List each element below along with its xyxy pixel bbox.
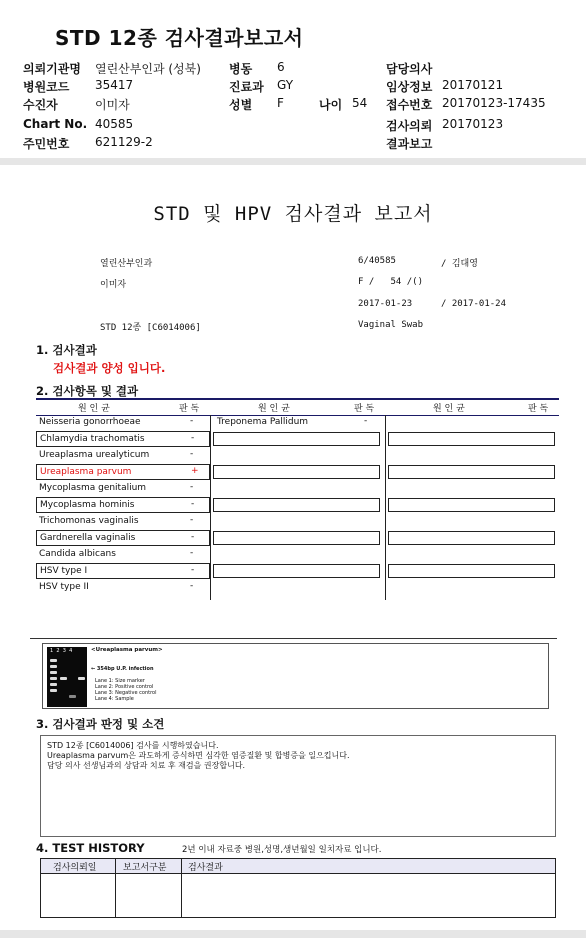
clinic-name: 열린산부인과 [100,259,153,269]
positive-band [60,677,67,680]
sex-age: F / 54 /() [358,277,424,287]
id-value: 621129-2 [95,135,153,149]
patient-value: 이미자 [95,98,130,112]
pathogen-row: Mycoplasma hominis - [36,497,210,513]
page-bottom-separator [0,930,586,938]
col-pathogen-3: 원 인 균 [433,404,465,414]
report-label: 결과보고 [386,137,433,151]
results-table [36,398,559,603]
col-pathogen-2: 원 인 균 [258,404,290,414]
history-col-divider [115,859,116,917]
pathogen-row: Chlamydia trachomatis - [36,431,210,447]
lane-numbers: 1 2 3 4 [50,648,73,654]
sex-label: 성별 [229,98,253,112]
section4-heading: 4. TEST HISTORY [36,841,145,855]
history-table-header [41,859,555,874]
opinion-line: STD 12종 [C6014006] 검사를 시행하였습니다. [47,741,219,750]
gel-arrow-label: ← 354bp U.P. infection [91,666,154,672]
gel-legend-item: Lane 4: Sample [95,696,134,702]
document-title: STD 및 HPV 검사결과 보고서 [153,203,433,225]
patient-name: 이미자 [100,280,127,290]
empty-cell [388,498,555,512]
marker-band [50,665,57,668]
section3-heading: 3. 검사결과 판정 및 소견 [36,717,165,731]
date-reported: / 2017-01-24 [441,299,507,309]
gel-legend-item: Lane 1: Size marker [95,678,145,684]
patient-label: 수진자 [23,98,58,112]
specimen: Vaginal Swab [358,320,424,330]
sex-value: F [277,96,284,110]
empty-cell [388,531,555,545]
chart-value: 40585 [95,117,134,131]
age-label: 나이 [319,98,343,112]
ward-label: 병동 [229,62,253,76]
empty-cell [213,531,380,545]
gel-title: <Ureaplasma parvum> [91,647,163,653]
test-code: STD 12종 [C6014006] [100,323,201,333]
pathogen-row: Gardnerella vaginalis - [36,530,210,546]
id-label: 주민번호 [23,137,70,151]
marker-band [50,659,57,662]
pathogen-row: Mycoplasma genitalium - [39,482,194,493]
pathogen-row-positive: Ureaplasma parvum + [36,464,210,480]
code-value: 35417 [95,78,134,92]
hospital-value: 열린산부인과 (성북) [95,62,201,76]
positive-result: 검사결과 양성 입니다. [53,361,166,375]
gel-legend-item: Lane 3: Negative control [95,690,157,696]
chart-ref: 6/40585 [358,256,396,266]
marker-band [50,683,57,686]
request-header [0,0,586,158]
marker-band [50,677,57,680]
opinion-line: 담당 의사 선생님과의 상담과 치료 후 재검을 권장합니다. [47,761,246,770]
request-value: 20170123 [442,117,504,131]
receipt-label: 접수번호 [386,98,433,112]
empty-cell [388,564,555,578]
results-table-header [36,398,559,416]
page-separator [0,158,586,165]
empty-cell [388,432,555,446]
receipt-value: 20170123-17435 [442,96,546,110]
dept-value: GY [277,78,294,92]
pathogen-row: Trichomonas vaginalis - [39,515,194,526]
section2-heading: 2. 검사항목 및 결과 [36,384,139,398]
empty-cell [213,432,380,446]
pathogen-row: Candida albicans - [39,548,194,559]
history-table [40,858,556,918]
ward-value: 6 [277,60,285,74]
pathogen-row: HSV type II - [39,581,194,592]
sample-band [78,677,85,680]
marker-band [50,671,57,674]
dept-label: 진료과 [229,80,264,94]
pathogen-row: Ureaplasma urealyticum - [39,449,194,460]
col-judge-3: 판 독 [528,404,549,414]
report-title: STD 12종 검사결과보고서 [55,26,304,50]
history-col-type: 보고서구분 [123,863,167,873]
col-pathogen-1: 원 인 균 [78,404,110,414]
doctor-label: 담당의사 [386,62,433,76]
doctor-ref: / 김대영 [441,259,478,269]
opinion-line: Ureaplasma parvum은 과도하게 증식하면 심각한 염증질환 및 합병증을 일으킵니다. [47,751,350,760]
history-col-date: 검사의뢰일 [53,863,97,873]
divider-line [30,638,557,639]
gel-result-panel [42,643,549,709]
request-label: 검사의뢰 [386,119,433,133]
pathogen-row: Treponema Pallidum - [217,416,368,427]
primer-band [69,695,76,698]
chart-label: Chart No. [23,117,88,131]
column-divider [210,415,211,600]
history-note: 2년 이내 자료중 병원,성명,생년월일 일치자료 입니다. [182,845,382,855]
gel-electrophoresis-image [47,647,87,707]
clinical-label: 임상정보 [386,80,433,94]
column-divider [385,415,386,600]
pathogen-row: Neisseria gonorrhoeae - [39,416,194,427]
hospital-label: 의뢰기관명 [23,62,81,76]
empty-cell [213,465,380,479]
history-col-divider [181,859,182,917]
age-value: 54 [352,96,368,110]
pathogen-row: HSV type I - [36,563,210,579]
report-document [0,165,586,930]
clinical-value: 20170121 [442,78,504,92]
code-label: 병원코드 [23,80,70,94]
col-judge-1: 판 독 [179,404,200,414]
opinion-box [40,735,556,837]
section1-heading: 1. 검사결과 [36,343,97,357]
empty-cell [388,465,555,479]
col-judge-2: 판 독 [354,404,375,414]
gel-legend-item: Lane 2: Positive control [95,684,154,690]
empty-cell [213,564,380,578]
marker-band [50,689,57,692]
date-received: 2017-01-23 [358,299,413,309]
history-col-result: 검사결과 [188,863,223,873]
empty-cell [213,498,380,512]
